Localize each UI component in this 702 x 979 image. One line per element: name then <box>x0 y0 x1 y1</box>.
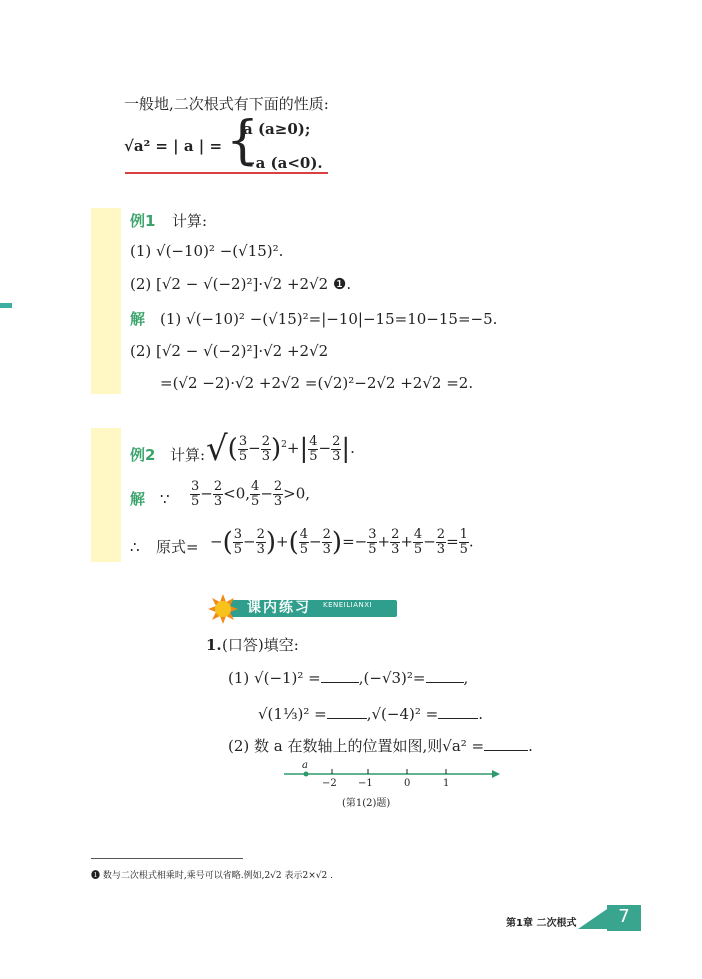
p1-expr-f: . <box>478 705 483 723</box>
figure-caption: (第1(2)题) <box>342 798 391 809</box>
practice-q1-label: 1. <box>206 636 222 654</box>
example1-s1: (1) √(−10)² −(√15)²=|−10|−15=10−15=−5. <box>160 310 498 328</box>
example2-result: −( $\frac{3}{5}$ − $\frac{2}{3}$ )+( $\frac{4}{5}$ − $\frac{2}{3}$ )=− $\frac{3}{5}$ + $\frac{2}{3}$ + $\frac{4}{5}$ − $\frac{2}{3}$ = $\frac{1}{5}$ . <box>210 527 474 558</box>
point-a <box>304 772 309 777</box>
answer-blank-1[interactable] <box>321 668 359 683</box>
p1-expr-d: √(1⅓)² = <box>258 705 327 723</box>
practice-q1-prompt: (口答)填空: <box>222 636 299 654</box>
p1-expr-c: , <box>463 669 469 687</box>
practice-banner <box>207 597 397 619</box>
tick-label-1: 1 <box>443 778 450 789</box>
banner-title: 课内练习 <box>247 600 311 616</box>
property-case2: −a (a<0). <box>243 154 323 172</box>
example2-prompt: 计算: <box>170 446 206 464</box>
brace: { <box>226 111 260 171</box>
practice-p2 <box>228 736 533 755</box>
example2-comparison: $\frac{3}{5}$ − $\frac{2}{3}$ <0, $\frac{4}{5}$ − $\frac{2}{3}$ >0, <box>191 479 311 509</box>
red-underline <box>125 172 328 174</box>
property-case1: a (a≥0); <box>243 120 311 138</box>
tick-label-0: 0 <box>404 778 411 789</box>
footnote: ❶ 数与二次根式相乘时,乘号可以省略.例如,2√2 表示2×√2 . <box>91 871 333 881</box>
edge-tab <box>0 303 12 308</box>
answer-blank-4[interactable] <box>438 704 478 719</box>
answer-blank-2[interactable] <box>426 668 464 683</box>
example2-expression: √( $\frac{3}{5}$ − $\frac{2}{3}$ )$^2$+| $\frac{4}{5}$ − $\frac{2}{3}$ |. <box>206 429 355 469</box>
axis-arrow <box>492 770 500 778</box>
sun-icon <box>207 593 239 625</box>
p1-expr-e: ,√(−4)² = <box>366 705 439 723</box>
tick-label-neg2: −2 <box>322 778 337 789</box>
p1-label: (1) <box>228 669 250 687</box>
example1-solution-label: 解 <box>130 310 146 328</box>
example1-s2a: (2) [√2 − √(−2)²]·√2 +2√2 <box>130 342 329 360</box>
because-symbol: ∵ <box>160 490 170 508</box>
page-number: 7 <box>618 906 630 927</box>
example2-side-bar <box>91 428 121 562</box>
page-number-box <box>607 905 641 931</box>
therefore-symbol: ∴ <box>130 538 140 556</box>
example1-q2: (2) [√2 − √(−2)²]·√2 +2√2 ❶. <box>130 275 352 293</box>
gt-zero: >0, <box>283 484 311 503</box>
answer-blank-5[interactable] <box>484 736 528 751</box>
original-expression-label: 原式= <box>156 538 199 556</box>
p2-end: . <box>528 737 533 755</box>
example2-title: 例2 <box>130 446 156 464</box>
practice-p1-line2 <box>258 704 483 723</box>
property-lhs: √a² = | a | = <box>124 137 223 155</box>
page-tab-wedge <box>578 907 610 929</box>
chapter-label: 第1章 二次根式 <box>506 918 577 929</box>
number-line <box>280 760 500 794</box>
example1-prompt: 计算: <box>172 212 208 230</box>
footnote-divider <box>91 858 243 859</box>
p1-expr-b: ,(−√3)²= <box>358 669 426 687</box>
property-intro: 一般地,二次根式有下面的性质: <box>124 95 329 113</box>
example1-side-bar <box>91 208 121 394</box>
banner-subtitle: KENEILIANXI <box>323 601 373 609</box>
p2-text: (2) 数 a 在数轴上的位置如图,则√a² = <box>228 737 485 755</box>
example1-q1: (1) √(−10)² −(√15)². <box>130 242 284 260</box>
lt-zero: <0, <box>223 484 251 503</box>
tick-label-neg1: −1 <box>358 778 373 789</box>
answer-blank-3[interactable] <box>327 704 367 719</box>
example1-s2b: =(√2 −2)·√2 +2√2 =(√2)²−2√2 +2√2 =2. <box>160 374 474 392</box>
p1-expr-a: √(−1)² = <box>254 669 321 687</box>
example1-title: 例1 <box>130 212 156 230</box>
axis-point-label: a <box>302 760 308 771</box>
example2-solution-label: 解 <box>130 490 146 508</box>
practice-p1-line1 <box>228 668 468 687</box>
